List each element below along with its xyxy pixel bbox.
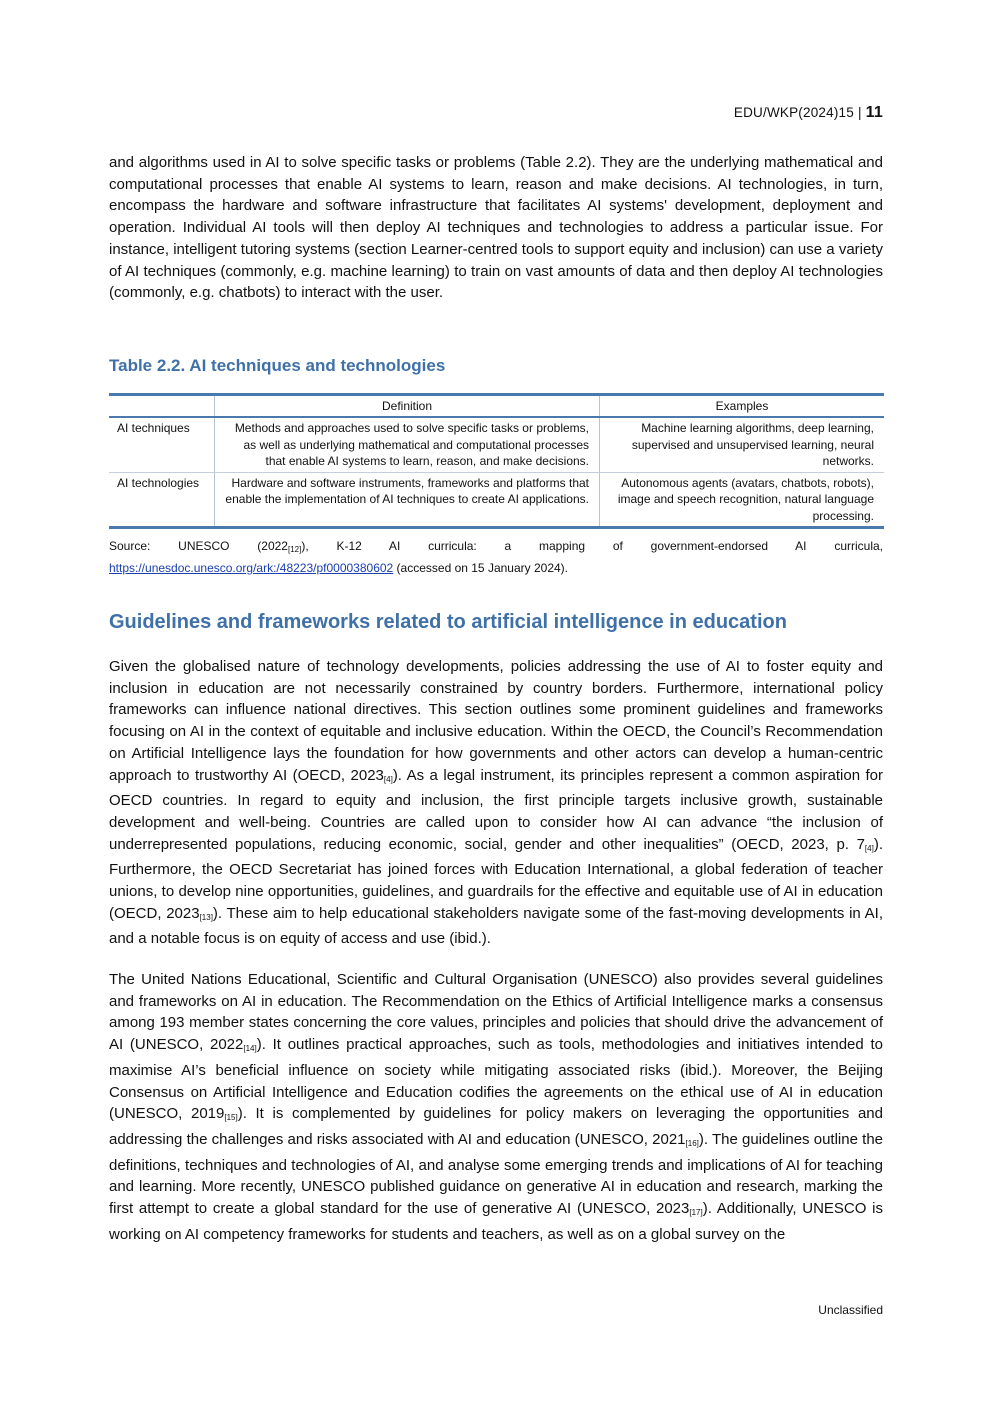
p1-text-a: Given the globalised nature of technology developments, policies addressing the use of AI to foster equity and inclusion in education are not necessarily constrained by country borders. Furthermore, international policy frameworks can influence national directives. This section outlines some prominent guidelines and frameworks focusing on AI in the context of equitable and inclusive education. Within the OECD, the Council’s Recommendation on Artificial Intelligence lays the foundation for how governments and other actors can develop a human-centric approach to trustworthy AI (OECD, 2023 [109, 658, 883, 784]
classification-footer: Unclassified [818, 1303, 883, 1317]
p1-text-d: ). These aim to help educational stakeholders navigate some of the fast-moving developments in AI, and a notable focus is on equity of access and use (ibid.). [109, 904, 883, 948]
source-suffix: (accessed on 15 January 2024). [393, 561, 568, 575]
citation-ref: [4] [864, 843, 874, 853]
p1-text-b: ). As a legal instrument, its principles represent a common aspiration for OECD countries. In regard to equity and inclusion, the first principle targets inclusive growth, sustainable development and well-being. Countries are called upon to consider how AI can advance “the inclusion of underrepresented populations, reducing economic, social, gender and other inequalities” (OECD, 2023, p. 7 [109, 766, 884, 853]
document-code: EDU/WKP(2024)15 [733, 105, 854, 120]
citation-ref: [15] [224, 1113, 238, 1123]
citation-ref: [16] [685, 1138, 699, 1148]
table-header-row [109, 395, 884, 418]
table-header-empty [109, 395, 215, 418]
section-heading: Guidelines and frameworks related to artificial intelligence in education [109, 611, 787, 633]
section-paragraph-1 [109, 656, 883, 950]
row-label: AI techniques [109, 417, 215, 472]
p2-text-b: ). It outlines practical approaches, such as tools, methodologies and initiatives intended to maximise AI’s beneficial influence on society while mitigating associated risks (ibid.). Moreover, the Beijing Consensus on Artificial Intelligence and Education codifies the agreements on the ethical use of AI in education (UNESCO, 2019 [109, 1036, 883, 1123]
page-number: 11 [865, 104, 883, 121]
table-row [109, 417, 884, 472]
p2-text-e: ). Additionally, UNESCO is working on AI competency frameworks for students and teachers, as well as on a global survey on the [109, 1200, 883, 1243]
table-header-definition: Definition [215, 395, 600, 418]
table-header-examples: Examples [600, 395, 885, 418]
table-row [109, 472, 884, 528]
source-ref: [12] [287, 545, 302, 554]
row-definition: Methods and approaches used to solve specific tasks or problems, as well as underlying mathematical and computational processes that enable AI systems to learn, reason, and make decisions. [215, 417, 600, 472]
citation-ref: [17] [689, 1208, 703, 1218]
source-middle: ), K-12 AI curricula: a mapping of government-endorsed AI curricula, [301, 539, 883, 553]
source-line-1 [109, 537, 883, 559]
ai-techniques-table [109, 393, 884, 529]
section-paragraph-2 [109, 969, 883, 1245]
source-link[interactable]: https://unesdoc.unesco.org/ark:/48223/pf0000380602 [109, 561, 394, 575]
p1-text-c: ). Furthermore, the OECD Secretariat has joined forces with Education International, a global federation of teacher unions, to develop nine opportunities, guidelines, and guardrails for the effective and equitable use of AI in education (OECD, 2023 [109, 835, 883, 922]
page-header [734, 104, 883, 122]
header-separator: | [857, 105, 862, 120]
citation-ref: [4] [383, 774, 393, 784]
source-prefix: Source: UNESCO (2022 [109, 539, 288, 553]
table-title: Table 2.2. AI techniques and technologies [109, 356, 446, 375]
p2-text-a: The United Nations Educational, Scientific and Cultural Organisation (UNESCO) also provides several guidelines and frameworks on AI in education. The Recommendation on the Ethics of Artificial Intelligence marks a consensus among 193 member states concerning the core values, principles and policies that should drive the advancement of AI (UNESCO, 2022 [109, 971, 883, 1054]
row-examples: Autonomous agents (avatars, chatbots, robots), image and speech recognition, natural language processing. [600, 472, 885, 528]
citation-ref: [13] [199, 912, 213, 922]
table-source-note [109, 537, 883, 577]
row-examples: Machine learning algorithms, deep learning, supervised and unsupervised learning, neural networks. [600, 417, 885, 472]
row-definition: Hardware and software instruments, frameworks and platforms that enable the implementation of AI techniques to create AI applications. [215, 472, 600, 528]
p2-text-c: ). It is complemented by guidelines for policy makers on leveraging the opportunities and addressing the challenges and risks associated with AI and education (UNESCO, 2021 [109, 1105, 883, 1148]
row-label: AI technologies [109, 472, 215, 528]
citation-ref: [14] [243, 1044, 257, 1054]
p2-text-d: ). The guidelines outline the definitions, techniques and technologies of AI, and analyse some emerging trends and implications of AI for teaching and learning. More recently, UNESCO published guidance on generative AI in education and research, marking the first attempt to create a global standard for the use of generative AI (UNESCO, 2023 [109, 1130, 883, 1218]
intro-paragraph: and algorithms used in AI to solve specific tasks or problems (Table 2.2). They are the underlying mathematical and computational processes that enable AI systems to learn, reason and make decisions. AI technologies, in turn, encompass the hardware and software infrastructure that facilitates AI systems' development, deployment and operation. Individual AI tools will then deploy AI techniques and technologies to address a particular issue. For instance, intelligent tutoring systems (section Learner-centred tools to support equity and inclusion) can use a variety of AI techniques (commonly, e.g. machine learning) to train on vast amounts of data and then deploy AI technologies (commonly, e.g. chatbots) to interact with the user. [109, 154, 883, 302]
